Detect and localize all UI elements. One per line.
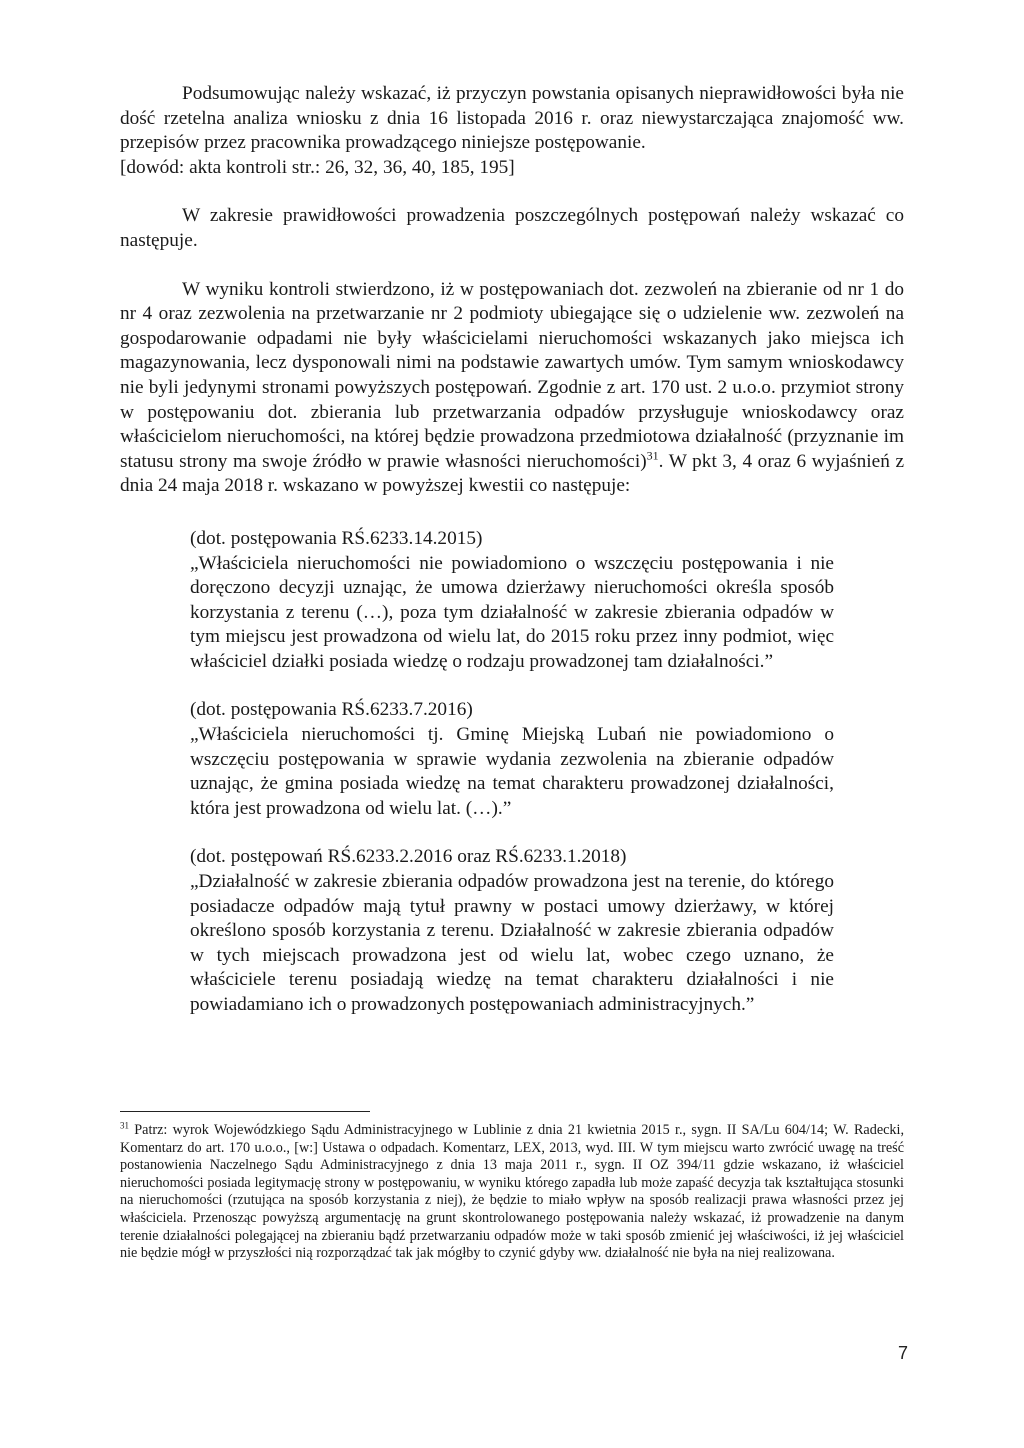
summary-paragraph — [120, 82, 904, 180]
quote-text: „Właściciela nieruchomości tj. Gminę Miejską Lubań nie powiadomiono o wszczęciu postępowania w sprawie wydania zezwolenia na zbieranie odpadów uznając, że gmina posiada wiedzę na temat charakteru prowadzonej działalności, która jest prowadzona od wielu lat. (…).” — [190, 724, 834, 819]
quote-reference: (dot. postępowań RŚ.6233.2.2016 oraz RŚ.6233.1.2018) — [190, 846, 627, 868]
quote-text: „Działalność w zakresie zbierania odpadów prowadzona jest na terenie, do którego posiadacze odpadów mają tytuł prawny w postaci umowy dzierżawy, w której określono sposób korzystania z terenu. Działalność w zakresie zbierania odpadów w tych miejscach prowadzona jest od wielu lat, wobec czego uznano, że właściciele terenu posiadają wiedzę na temat charakteru działalności i nie powiadamiano ich o prowadzonych postępowaniach administracyjnych.” — [190, 871, 834, 1015]
page-number: 7 — [897, 1343, 908, 1363]
document-body — [120, 82, 904, 1018]
evidence-reference: [dowód: akta kontroli str.: 26, 32, 36, 40, 185, 195] — [120, 156, 515, 178]
footnote-separator — [120, 1111, 370, 1112]
quote-reference: (dot. postępowania RŚ.6233.14.2015) — [190, 527, 483, 549]
findings-text: W wyniku kontroli stwierdzono, iż w postępowaniach dot. zezwoleń na zbieranie od nr 1 do nr 4 oraz zezwolenia na przetwarzanie nr 2 podmioty ubiegające się o udzielenie ww. zezwoleń na gospodarowanie odpadami nie były właścicielami nieruchomości wskazanych jako miejsca ich magazynowania, lecz dysponowali nimi na podstawie zawartych umów. Tym samym wnioskodawcy nie byli jedynymi stronami powyższych postępowań. Zgodnie z art. 170 ust. 2 u.o.o. przymiot strony w postępowaniu dot. zbierania lub przetwarzania odpadów przysługuje wnioskodawcy oraz właścicielom nieruchomości, na której będzie prowadzona przedmiotowa działalność (przyznanie im statusu strony ma swoje źródło w prawie własności nieruchomości) — [120, 278, 904, 472]
quote-block-2 — [190, 698, 834, 821]
footnote-reference: 31 — [646, 448, 659, 463]
scope-paragraph: W zakresie prawidłowości prowadzenia poszczególnych postępowań należy wskazać co następuje. — [120, 205, 904, 251]
summary-text: Podsumowując należy wskazać, iż przyczyn powstania opisanych nieprawidłowości była nie dość rzetelna analiza wniosku z dnia 16 listopada 2016 r. oraz niewystarczająca znajomość ww. przepisów przez pracownika prowadzącego niniejsze postępowanie. — [120, 83, 904, 154]
quote-block-3 — [190, 845, 834, 1017]
footnote-text: Patrz: wyrok Wojewódzkiego Sądu Administracyjnego w Lublinie z dnia 21 kwietnia 2015 r., sygn. II SA/Lu 604/14; W. Radecki, Komentarz do art. 170 u.o.o., [w:] Ustawa o odpadach. Komentarz, LEX, 2013, wyd. III. W tym miejscu warto zwrócić uwagę na treść postanowienia Naczelnego Sądu Administracyjnego z dnia 13 maja 2011 r., sygn. II OZ 394/11 gdzie wskazano, iż właściciel nieruchomości posiada legitymację strony w postępowaniu, w wyniku którego zapadła lub może zapaść decyzja tak kształtująca stosunki na nieruchomości (rzutująca na sposób korzystania z niej), że będzie to miało wpływ na sposób realizacji prawa własności przez jej właściciela. Przenosząc powyższą argumentację na grunt skontrolowanego postępowania należy wskazać, iż prowadzenie na danym terenie działalności polegającej na zbieraniu bądź przetwarzaniu odpadów może w taki sposób zmienić jej właściwości, iż jej właściciel nie będzie mógł w przyszłości nią rozporządzać tak jak mógłby to czynić gdyby ww. działalność nie była na niej realizowana. — [120, 1122, 904, 1262]
quote-block-1 — [190, 527, 834, 675]
findings-paragraph — [120, 278, 904, 499]
footnote-number: 31 — [120, 1120, 129, 1131]
footnote — [120, 1122, 904, 1263]
quote-text: „Właściciela nieruchomości nie powiadomiono o wszczęciu postępowania i nie doręczono decyzji uznając, że umowa dzierżawy nieruchomości określa sposób korzystania z terenu (…), poza tym działalność w zakresie zbierania odpadów w tym miejscu jest prowadzona od wielu lat, do 2015 roku przez inny podmiot, więc właściciel działki posiada wiedzę o rodzaju prowadzonej tam działalności.” — [190, 552, 834, 672]
quote-reference: (dot. postępowania RŚ.6233.7.2016) — [190, 699, 473, 721]
findings-text-tail: . W pkt 3, 4 oraz 6 wyjaśnień z dnia 24 maja 2018 r. wskazano w powyższej kwestii co następuje: — [120, 450, 904, 497]
